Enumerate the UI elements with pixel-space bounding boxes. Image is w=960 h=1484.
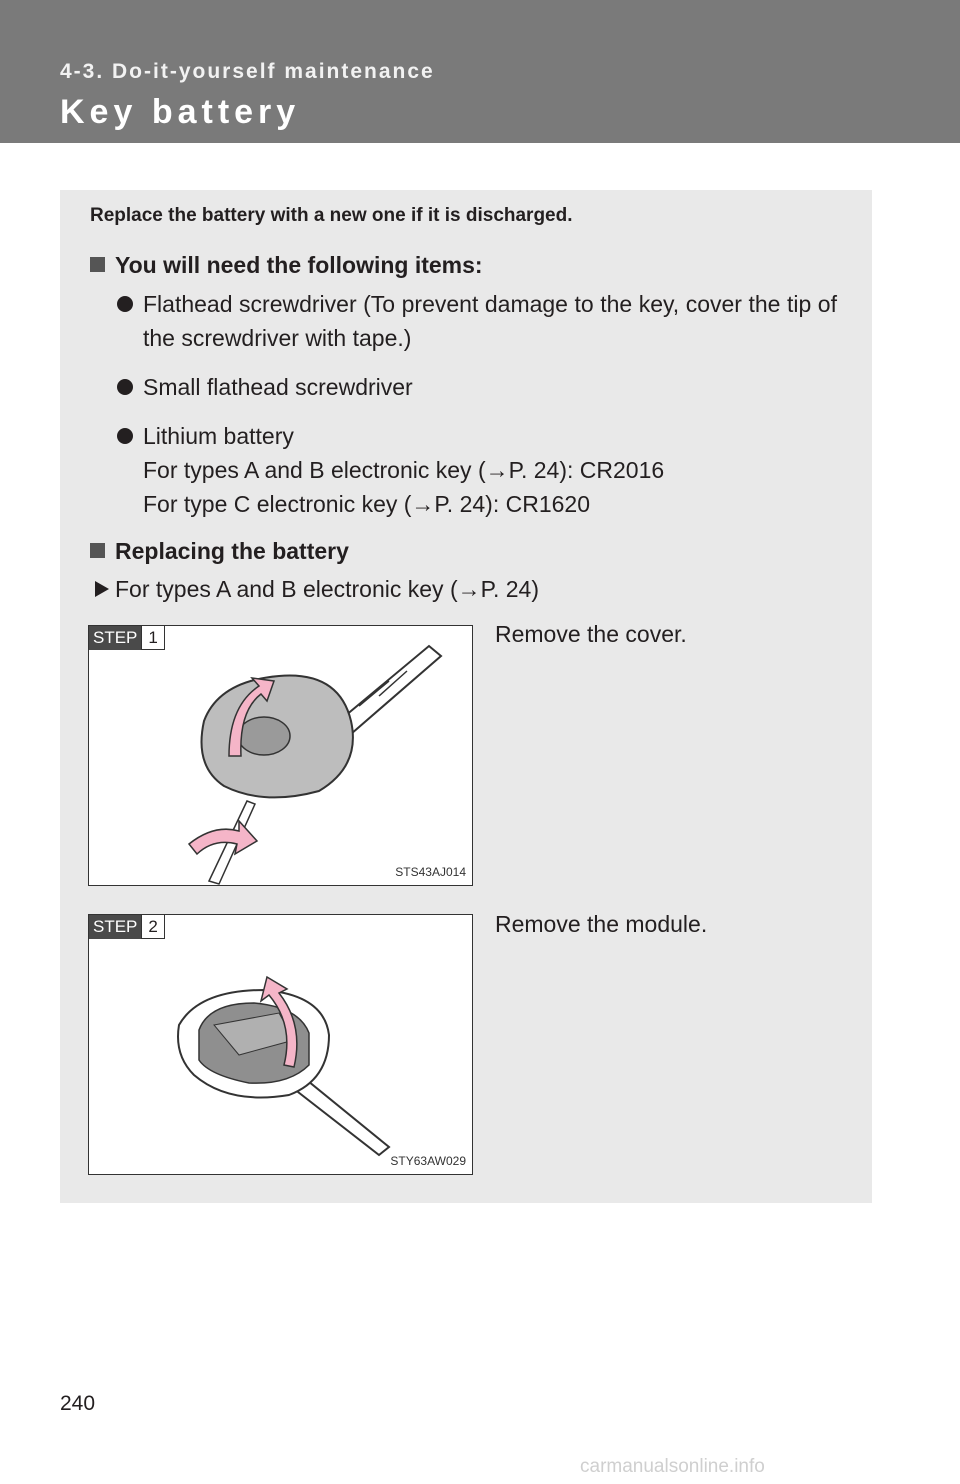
step-badge: STEP 2: [89, 915, 165, 939]
page-number: 240: [60, 1392, 96, 1415]
watermark: carmanualsonline.info: [580, 1456, 765, 1477]
battery-type-c: For type C electronic key (→P. 24): CR1620: [143, 491, 590, 517]
step-1-text: Remove the cover.: [495, 621, 687, 647]
section-label: 4-3. Do-it-yourself maintenance: [60, 60, 435, 83]
step-badge: STEP 1: [89, 626, 165, 650]
needed-items-heading: You will need the following items:: [90, 252, 483, 279]
triangle-arrow-icon: [95, 581, 109, 597]
step-1-figure: [88, 625, 473, 886]
section-header: [0, 0, 960, 143]
list-item: Small flathead screwdriver: [117, 370, 837, 404]
bullet-icon: [117, 428, 133, 444]
page-title: Key battery: [60, 93, 301, 131]
key-type-subheading: For types A and B electronic key (→P. 24): [95, 576, 539, 603]
replacing-heading: Replacing the battery: [90, 538, 349, 565]
square-bullet-icon: [90, 543, 105, 558]
key-module-removal-icon: [89, 915, 474, 1176]
square-bullet-icon: [90, 257, 105, 272]
figure-code: STY63AW029: [390, 1154, 466, 1168]
step-2-text: Remove the module.: [495, 911, 708, 937]
step-2-figure: [88, 914, 473, 1175]
bullet-icon: [117, 296, 133, 312]
list-item: Lithium battery For types A and B electronic key (→P. 24): CR2016 For type C electronic key (→P. 24): CR1620: [117, 419, 837, 521]
battery-type-ab: For types A and B electronic key (→P. 24): CR2016: [143, 457, 665, 483]
list-item: Flathead screwdriver (To prevent damage to the key, cover the tip of the screwdriver with tape.): [117, 287, 837, 355]
key-cover-removal-icon: [89, 626, 474, 887]
intro-text: Replace the battery with a new one if it is discharged.: [90, 205, 573, 226]
bullet-icon: [117, 379, 133, 395]
figure-code: STS43AJ014: [395, 865, 466, 879]
